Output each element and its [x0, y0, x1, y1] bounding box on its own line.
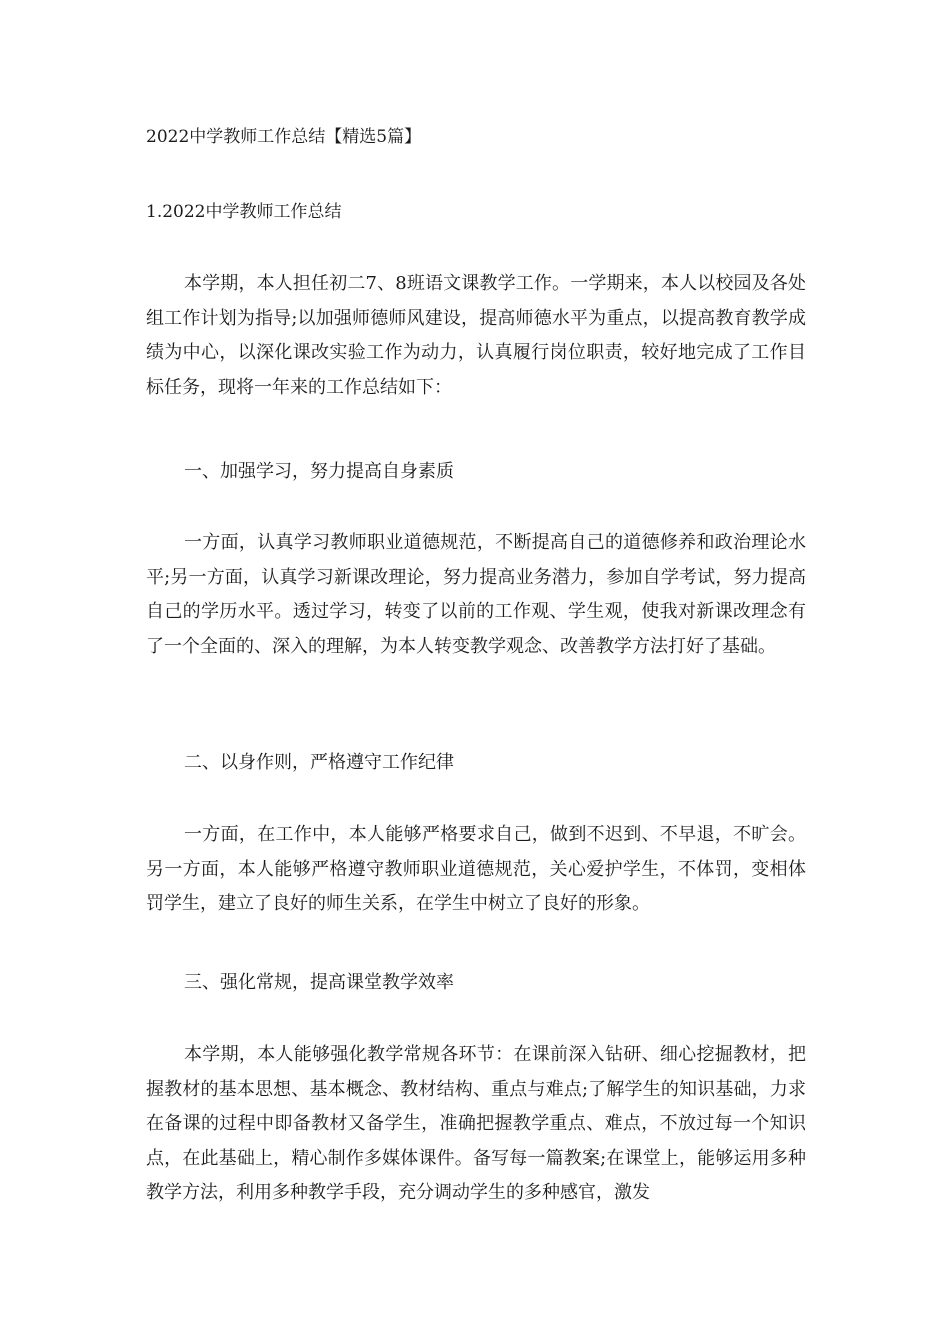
- paragraph-discipline: 一方面，在工作中，本人能够严格要求自己，做到不迟到、不早退，不旷会。另一方面，本人能够严格遵守教师职业道德规范，关心爱护学生，不体罚，变相体罚学生，建立了良好的师生关系，在学生中树立了良好的形象。: [146, 824, 806, 914]
- paragraph-teaching: 本学期，本人能够强化教学常规各环节：在课前深入钻研、细心挖掘教材，把握教材的基本思想、基本概念、教材结构、重点与难点;了解学生的知识基础，力求在备课的过程中即备教材又备学生，准确把握教学重点、难点，不放过每一个知识点，在此基础上，精心制作多媒体课件。备写每一篇教案;在课堂上，能够运用多种教学方法，利用多种教学手段，充分调动学生的多种感官，激发: [146, 1044, 806, 1203]
- heading-teaching: 三、强化常规，提高课堂教学效率: [184, 972, 454, 993]
- document-title: 2022中学教师工作总结【精选5篇】: [146, 127, 422, 147]
- section-title: 1.2022中学教师工作总结: [146, 202, 342, 222]
- paragraph-study: 一方面，认真学习教师职业道德规范，不断提高自己的道德修养和政治理论水平;另一方面，认真学习新课改理论，努力提高业务潜力，参加自学考试，努力提高自己的学历水平。透过学习，转变了以前的工作观、学生观，使我对新课改理念有了一个全面的、深入的理解，为本人转变教学观念、改善教学方法打好了基础。: [146, 532, 806, 657]
- heading-study: 一、加强学习，努力提高自身素质: [184, 461, 454, 482]
- paragraph-intro: 本学期，本人担任初二7、8班语文课教学工作。一学期来，本人以校园及各处组工作计划为指导;以加强师德师风建设，提高师德水平为重点，以提高教育教学成绩为中心，以深化课改实验工作为动力，认真履行岗位职责，较好地完成了工作目标任务，现将一年来的工作总结如下：: [146, 273, 806, 398]
- heading-discipline: 二、以身作则，严格遵守工作纪律: [184, 752, 454, 773]
